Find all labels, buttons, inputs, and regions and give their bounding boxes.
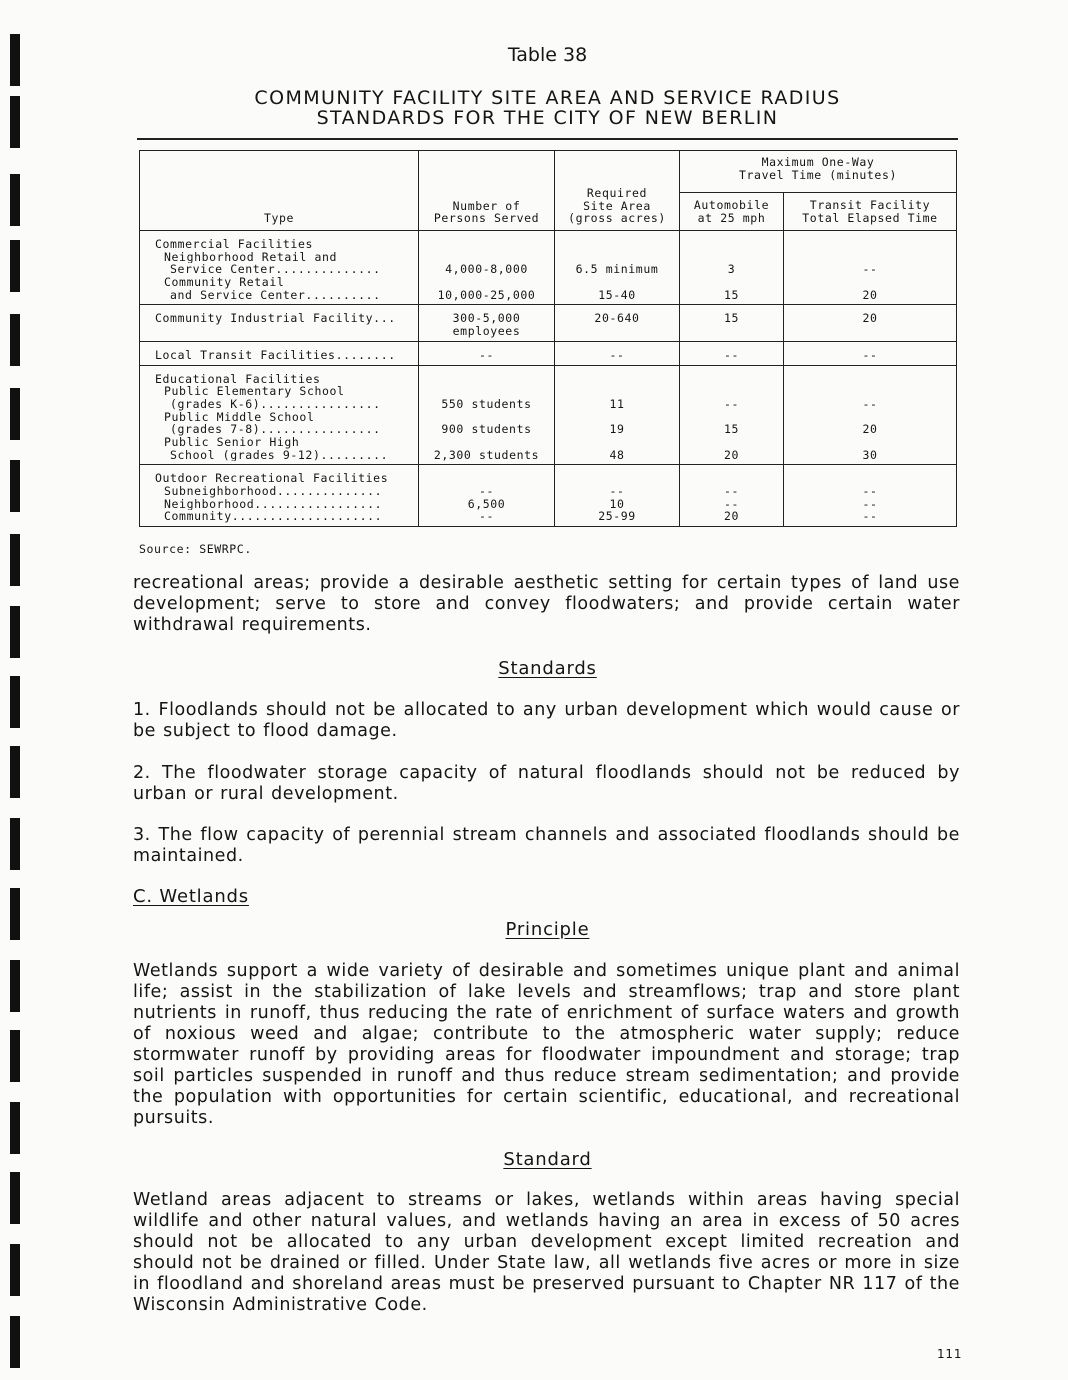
- cell-line: [680, 251, 783, 264]
- transit-time-cell: [784, 465, 957, 527]
- table-source: Source: SEWRPC.: [139, 542, 252, 556]
- standard-paragraph: Wetland areas adjacent to streams or lakes, wetlands within areas having special wildlife and other natural values, and wetlands having an area in excess of 50 acres should not be allocated to any urban development except limited recreation and should not be drained or filled. Under State law, all wetlands five acres or more in size in floodland and shoreland areas must be preserved pursuant to Chapter NR 117 of the Wisconsin Administrative Code.: [133, 1190, 960, 1315]
- cell-line: Service Center..............: [170, 263, 381, 277]
- cell-line: 10: [609, 497, 625, 511]
- standards-heading: Standards: [498, 658, 597, 679]
- table-title: [0, 88, 1068, 128]
- cell-line: [680, 385, 783, 398]
- binder-mark: [10, 534, 20, 586]
- cell-line: --: [723, 485, 740, 498]
- site-area-cell: [555, 231, 680, 305]
- cell-line: (grades K-6)................: [170, 397, 381, 411]
- standard-item: 2. The floodwater storage capacity of natural floodlands should not be reduced by urban or rural development.: [133, 763, 960, 804]
- cell-line: --: [723, 397, 740, 411]
- cell-line: Commercial Facilities: [155, 238, 313, 251]
- cell-line: Neighborhood.................: [164, 497, 383, 511]
- facility-type-cell: [140, 465, 419, 527]
- cell-line: [555, 411, 679, 424]
- cell-line: [419, 472, 554, 485]
- cell-line: 3: [727, 263, 736, 277]
- cell-line: School (grades 9-12).........: [170, 448, 389, 462]
- table-row: [140, 365, 957, 465]
- cell-line: 550 students: [441, 397, 532, 411]
- site-area-cell: [555, 465, 680, 527]
- cell-line: [784, 385, 956, 398]
- cell-line: 2,300 students: [433, 448, 540, 462]
- binder-mark: [10, 314, 20, 366]
- binder-mark: [10, 1244, 20, 1296]
- cell-line: [680, 436, 783, 449]
- table-number: Table 38: [507, 44, 588, 66]
- cell-line: [555, 436, 679, 449]
- cell-line: --: [478, 510, 495, 524]
- cell-line: [555, 373, 679, 386]
- binder-mark: [10, 460, 20, 512]
- cell-line: [784, 325, 956, 338]
- cell-line: [419, 436, 554, 449]
- header-persons-served: Number of Persons Served: [419, 151, 555, 231]
- cell-line: [784, 411, 956, 424]
- cell-line: --: [862, 497, 878, 511]
- table-row: [140, 341, 957, 365]
- transit-time-cell: [784, 365, 957, 465]
- persons-served-cell: [419, 231, 555, 305]
- cell-line: Local Transit Facilities........: [155, 348, 396, 362]
- standard-item: 3. The flow capacity of perennial stream channels and associated floodlands should be maintained.: [133, 825, 960, 866]
- cell-line: 6,500: [467, 497, 506, 511]
- cell-line: 20: [862, 423, 878, 436]
- automobile-time-cell: [680, 341, 784, 365]
- cell-line: [680, 325, 783, 338]
- binder-mark: [10, 818, 20, 870]
- binder-mark: [10, 388, 20, 440]
- binder-mark: [10, 240, 20, 292]
- automobile-time-cell: [680, 305, 784, 341]
- cell-line: [784, 373, 956, 386]
- automobile-time-cell: [680, 465, 784, 527]
- binder-mark: [10, 746, 20, 798]
- cell-line: [555, 276, 679, 289]
- cell-line: Public Elementary School: [164, 385, 345, 398]
- cell-line: 15: [723, 288, 740, 302]
- header-automobile: Automobile at 25 mph: [680, 193, 784, 231]
- cell-line: 4,000-8,000: [445, 263, 528, 277]
- facility-type-cell: [140, 305, 419, 341]
- cell-line: 900 students: [441, 423, 532, 436]
- cell-line: 15: [723, 312, 740, 326]
- table-title-line: COMMUNITY FACILITY SITE AREA AND SERVICE RADIUS: [254, 87, 841, 109]
- table-title-line: STANDARDS FOR THE CITY OF NEW BERLIN: [316, 107, 779, 129]
- title-rule: [137, 138, 958, 140]
- table-row: [140, 465, 957, 527]
- binder-mark: [10, 1172, 20, 1224]
- facility-type-cell: [140, 365, 419, 465]
- cell-line: 20-640: [594, 312, 640, 326]
- cell-line: [419, 385, 554, 398]
- cell-line: [555, 385, 679, 398]
- cell-line: --: [478, 348, 495, 362]
- automobile-time-cell: [680, 231, 784, 305]
- cell-line: --: [862, 263, 878, 277]
- cell-line: Community Industrial Facility...: [155, 312, 396, 326]
- facility-standards-table: [139, 150, 957, 527]
- persons-served-cell: [419, 465, 555, 527]
- header-site-area: Required Site Area (gross acres): [555, 151, 680, 231]
- cell-line: Public Senior High: [164, 435, 300, 449]
- site-area-cell: [555, 365, 680, 465]
- header-transit: Transit Facility Total Elapsed Time: [784, 193, 957, 231]
- section-heading: C. Wetlands: [133, 886, 249, 907]
- transit-time-cell: [784, 305, 957, 341]
- cell-line: 20: [862, 288, 878, 302]
- site-area-cell: [555, 305, 680, 341]
- cell-line: [419, 238, 554, 251]
- cell-line: 20: [723, 448, 740, 462]
- cell-line: [680, 238, 783, 251]
- cell-line: [555, 472, 679, 485]
- persons-served-cell: [419, 341, 555, 365]
- cell-line: --: [609, 348, 625, 362]
- cell-line: --: [862, 348, 878, 362]
- cell-line: --: [723, 348, 740, 362]
- cell-line: 6.5 minimum: [575, 263, 659, 277]
- persons-served-cell: [419, 365, 555, 465]
- cell-line: --: [478, 485, 495, 498]
- cell-line: [784, 436, 956, 449]
- cell-line: Subneighborhood..............: [164, 485, 383, 498]
- cell-line: [555, 238, 679, 251]
- cell-line: [680, 276, 783, 289]
- table-row: [140, 305, 957, 341]
- binder-mark: [10, 606, 20, 658]
- cell-line: Community Retail: [164, 276, 285, 289]
- binder-mark: [10, 960, 20, 1012]
- persons-served-cell: [419, 305, 555, 341]
- site-area-cell: [555, 341, 680, 365]
- cell-line: 20: [862, 312, 878, 326]
- cell-line: Educational Facilities: [155, 372, 321, 386]
- cell-line: 30: [862, 448, 878, 462]
- standard-item: 1. Floodlands should not be allocated to any urban development which would cause or be subject to flood damage.: [133, 700, 960, 741]
- cell-line: 15: [723, 423, 740, 436]
- cell-line: [784, 472, 956, 485]
- header-type: Type: [140, 151, 419, 231]
- cell-line: (grades 7-8)................: [170, 423, 381, 436]
- binder-mark: [10, 1316, 20, 1368]
- facility-type-cell: [140, 341, 419, 365]
- cell-line: [555, 325, 679, 338]
- principle-heading: Principle: [505, 919, 590, 940]
- cell-line: --: [609, 485, 625, 498]
- cell-line: Outdoor Recreational Facilities: [155, 472, 389, 485]
- binder-mark: [10, 1030, 20, 1082]
- cell-line: [680, 373, 783, 386]
- table-row: [140, 231, 957, 305]
- cell-line: 15-40: [598, 288, 636, 302]
- cell-line: and Service Center..........: [170, 288, 381, 302]
- standard-heading: Standard: [503, 1149, 592, 1170]
- cell-line: 48: [609, 448, 625, 462]
- cell-line: [419, 411, 554, 424]
- binder-mark: [10, 676, 20, 728]
- binder-mark: [10, 1102, 20, 1154]
- cell-line: Public Middle School: [164, 410, 315, 424]
- cell-line: 300-5,000: [452, 312, 521, 326]
- cell-line: [419, 373, 554, 386]
- cell-line: 20: [723, 510, 740, 524]
- cell-line: 19: [609, 423, 625, 436]
- cell-line: employees: [452, 325, 521, 338]
- cell-line: 10,000-25,000: [437, 288, 536, 302]
- cell-line: [784, 276, 956, 289]
- cell-line: Community....................: [164, 510, 383, 524]
- cell-line: [784, 251, 956, 264]
- page-number: 111: [937, 1347, 963, 1361]
- intro-paragraph: recreational areas; provide a desirable aesthetic setting for certain types of land use development; serve to store and convey floodwaters; and provide certain water withdrawal requirements.: [133, 573, 960, 635]
- cell-line: [419, 251, 554, 264]
- transit-time-cell: [784, 231, 957, 305]
- header-travel-time: Maximum One-Way Travel Time (minutes): [680, 151, 957, 193]
- cell-line: --: [862, 397, 878, 411]
- cell-line: [680, 472, 783, 485]
- principle-paragraph: Wetlands support a wide variety of desirable and sometimes unique plant and animal life; assist in the stabilization of lake levels and streamflows; trap and store plant nutrients in runoff, thus reducing the rate of enrichment of surface waters and growth of noxious weed and algae; contribute to the atmospheric water supply; reduce stormwater runoff by providing areas for floodwater impoundment and storage; trap soil particles suspended in runoff and thus reduce stream sedimentation; and provide the population with opportunities for certain scientific, educational, and recreational pursuits.: [133, 961, 960, 1128]
- facility-type-cell: [140, 231, 419, 305]
- cell-line: [555, 251, 679, 264]
- transit-time-cell: [784, 341, 957, 365]
- cell-line: [680, 411, 783, 424]
- cell-line: 25-99: [598, 510, 636, 524]
- automobile-time-cell: [680, 365, 784, 465]
- cell-line: [419, 276, 554, 289]
- cell-line: [784, 238, 956, 251]
- binder-mark: [10, 174, 20, 226]
- cell-line: --: [862, 510, 878, 524]
- cell-line: [155, 325, 416, 338]
- cell-line: Neighborhood Retail and: [164, 250, 338, 264]
- cell-line: --: [723, 497, 740, 511]
- cell-line: 11: [609, 397, 625, 411]
- cell-line: --: [862, 485, 878, 498]
